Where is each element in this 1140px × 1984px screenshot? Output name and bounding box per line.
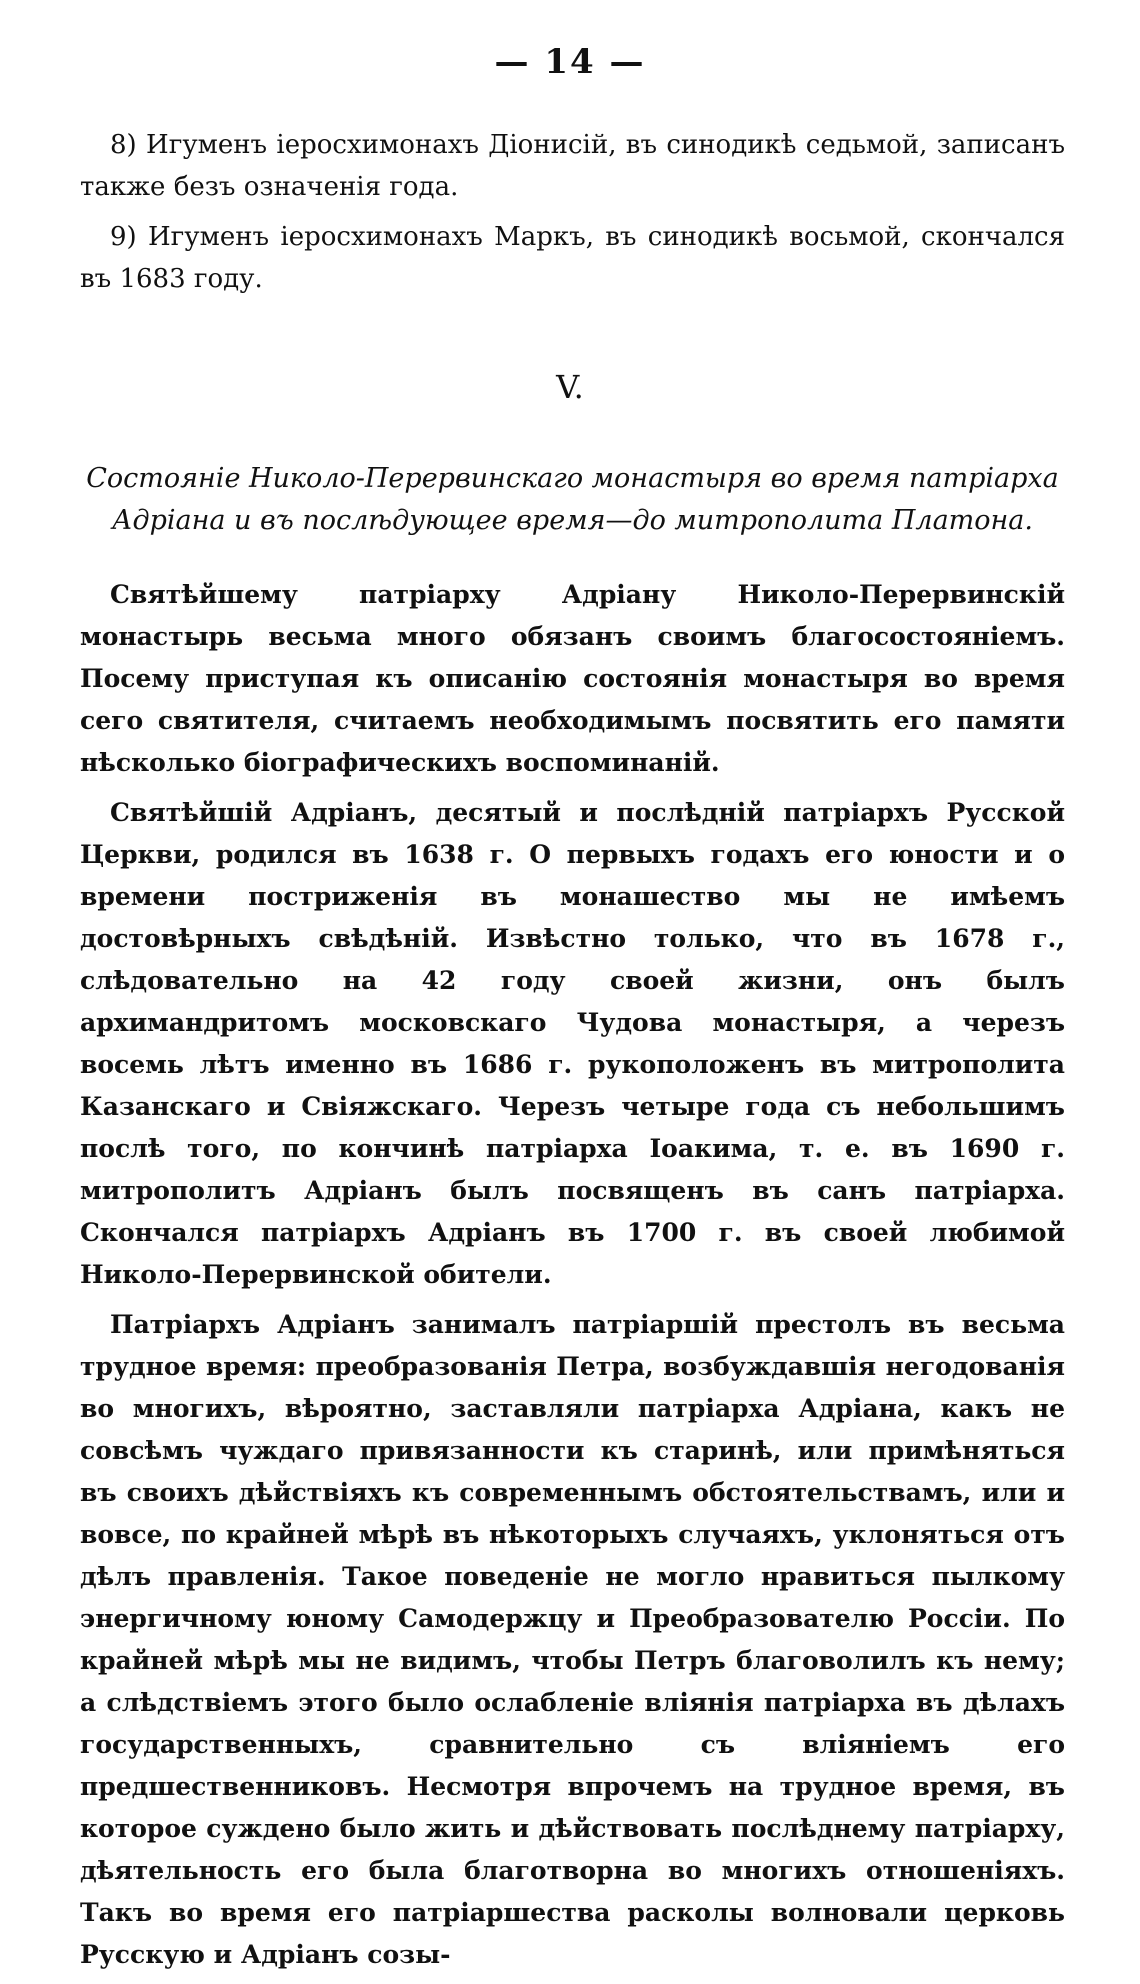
list-item: 9) Игуменъ іеросхимонахъ Маркъ, въ синодикѣ восьмой, скончался въ 1683 году.: [80, 222, 1065, 294]
paragraph: Патріархъ Адріанъ занималъ патріаршій престолъ въ весьма трудное время: преобразованія Петра, возбуждавшія негодованія во многихъ, вѣроятно, заставляли патріарха Адріана, какъ не совсѣмъ чуждаго привязанности къ старинѣ, или примѣняться въ своихъ дѣйствіяхъ къ современнымъ обстоятельствамъ, или и вовсе, по крайней мѣрѣ въ нѣкоторыхъ случаяхъ, уклоняться отъ дѣлъ правленія. Такое поведеніе не могло нравиться пылкому энергичному юному Самодержцу и Преобразователю Россіи. По крайней мѣрѣ мы не видимъ, чтобы Петръ благоволилъ къ нему; а слѣдствіемъ этого было ослабленіе вліянія патріарха въ дѣлахъ государственныхъ, сравнительно съ вліяніемъ его предшественниковъ. Несмотря впрочемъ на трудное время, въ которое суждено было жить и дѣйствовать послѣднему патріарху, дѣятельность его была благотворна во многихъ отношеніяхъ. Такъ во время его патріаршества расколы волновали церковь Русскую и Адріанъ созы-: [80, 1310, 1065, 1969]
page-number: — 14 —: [494, 42, 646, 82]
list-item: 8) Игуменъ іеросхимонахъ Діонисій, въ синодикѣ седьмой, записанъ также безъ означенія года.: [80, 130, 1065, 202]
section-title-line: Состояніе Николо-Перервинскаго монастыря во время патріарха: [86, 463, 1059, 494]
paragraph: Святѣйшій Адріанъ, десятый и послѣдній патріархъ Русской Церкви, родился въ 1638 г. О первыхъ годахъ его юности и о времени постриженія въ монашество мы не имѣемъ достовѣрныхъ свѣдѣній. Извѣстно только, что въ 1678 г., слѣдовательно на 42 году своей жизни, онъ былъ архимандритомъ московскаго Чудова монастыря, а черезъ восемь лѣтъ именно въ 1686 г. рукоположенъ въ митрополита Казанскаго и Свіяжскаго. Черезъ четыре года съ небольшимъ послѣ того, по кончинѣ патріарха Іоакима, т. е. въ 1690 г. митрополитъ Адріанъ былъ посвященъ въ санъ патріарха. Скончался патріархъ Адріанъ въ 1700 г. въ своей любимой Николо-Перервинской обители.: [80, 798, 1065, 1289]
section-title-line: Адріана и въ послѣдующее время—до митрополита Платона.: [112, 505, 1033, 536]
numbered-list: [80, 124, 1065, 308]
paragraph: Святѣйшему патріарху Адріану Николо-Перервинскій монастырь весьма много обязанъ своимъ благосостояніемъ. Посему приступая къ описанію состоянія монастыря во время сего святителя, считаемъ необходимымъ посвятить его памяти нѣсколько біографическихъ воспоминаній.: [80, 580, 1065, 777]
body-text: [80, 574, 1065, 1984]
section-title: [80, 458, 1065, 542]
section-number: V.: [556, 368, 584, 406]
